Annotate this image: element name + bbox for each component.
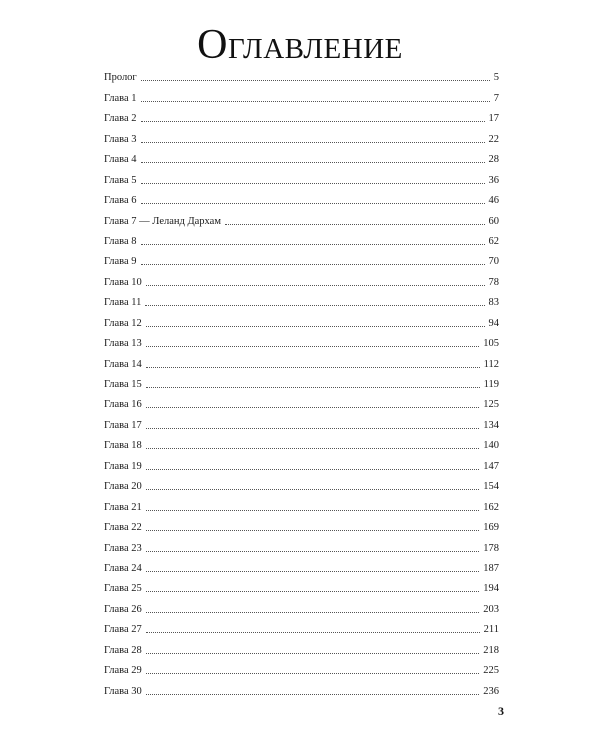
- toc-entry-page: 83: [488, 297, 499, 309]
- toc-entry[interactable]: [104, 657, 499, 677]
- toc-entry-label: Глава 30: [104, 685, 142, 697]
- dot-leader: [146, 326, 485, 327]
- toc-entry[interactable]: [104, 636, 499, 656]
- toc-entry-label: Глава 6: [104, 195, 137, 207]
- dot-leader: [145, 305, 484, 306]
- toc-entry-page: 94: [488, 317, 499, 329]
- toc-entry[interactable]: [104, 146, 499, 166]
- toc-entry-page: 119: [483, 379, 499, 390]
- toc-entry[interactable]: [104, 64, 499, 84]
- toc-entry[interactable]: [104, 616, 499, 636]
- toc-entry-label: Глава 15: [104, 379, 142, 390]
- toc-entry-label: Глава 11: [104, 297, 142, 309]
- toc-entry-label: Глава 21: [104, 501, 142, 513]
- toc-entry[interactable]: [104, 207, 499, 227]
- dot-leader: [141, 203, 485, 204]
- dot-leader: [141, 244, 485, 245]
- dot-leader: [146, 346, 479, 347]
- toc-entry-page: 17: [488, 113, 499, 125]
- toc-entry[interactable]: [104, 575, 499, 595]
- dot-leader: [141, 264, 485, 265]
- dot-leader: [146, 489, 479, 490]
- toc-entry[interactable]: [104, 452, 499, 472]
- dot-leader: [225, 224, 485, 225]
- dot-leader: [141, 80, 490, 81]
- toc-entry-label: Глава 16: [104, 399, 142, 411]
- toc-entry-page: 5: [493, 72, 499, 84]
- dot-leader: [141, 101, 490, 102]
- toc-entry-label: Глава 13: [104, 338, 142, 350]
- toc-entry-label: Глава 14: [104, 358, 142, 370]
- toc-entry-label: Глава 3: [104, 133, 137, 145]
- page-number: 3: [498, 704, 504, 718]
- toc-entry-page: 60: [488, 215, 499, 227]
- toc-entry[interactable]: [104, 432, 499, 452]
- toc-entry[interactable]: [104, 268, 499, 288]
- dot-leader: [141, 183, 485, 184]
- toc-entry-page: 187: [483, 562, 499, 574]
- toc-entry[interactable]: [104, 125, 499, 145]
- toc-entry-label: Глава 29: [104, 665, 142, 677]
- dot-leader: [146, 387, 480, 388]
- toc-entry[interactable]: [104, 350, 499, 370]
- toc-entry-page: 178: [483, 542, 499, 554]
- toc-entry-page: 169: [483, 522, 499, 534]
- toc-entry[interactable]: [104, 677, 499, 697]
- toc-entry-page: 22: [488, 133, 499, 145]
- toc-entry-page: 70: [488, 256, 499, 268]
- toc-entry[interactable]: [104, 473, 499, 493]
- toc-entry-label: Глава 25: [104, 583, 142, 595]
- toc-entry-label: Глава 12: [104, 317, 142, 329]
- dot-leader: [141, 142, 485, 143]
- toc-entry-label: Глава 9: [104, 256, 137, 268]
- toc-entry-label: Глава 24: [104, 562, 142, 574]
- dot-leader: [146, 694, 479, 695]
- toc-entry[interactable]: [104, 595, 499, 615]
- dot-leader: [146, 530, 479, 531]
- toc-entry-page: 105: [483, 338, 499, 350]
- dot-leader: [146, 407, 479, 408]
- toc-entry-label: Глава 23: [104, 542, 142, 554]
- toc-entry[interactable]: [104, 289, 499, 309]
- dot-leader: [146, 367, 480, 368]
- dot-leader: [146, 673, 479, 674]
- toc-entry[interactable]: [104, 411, 499, 431]
- toc-entry-page: 125: [483, 399, 499, 411]
- dot-leader: [146, 448, 479, 449]
- toc-entry[interactable]: [104, 493, 499, 513]
- dot-leader: [146, 653, 479, 654]
- toc-entry[interactable]: [104, 309, 499, 329]
- toc-entry[interactable]: [104, 514, 499, 534]
- toc-entry-page: 46: [488, 195, 499, 207]
- toc-entry[interactable]: [104, 105, 499, 125]
- toc-entry-label: Глава 4: [104, 154, 137, 166]
- toc-entry-page: 28: [488, 154, 499, 166]
- toc-entry-label: Глава 22: [104, 522, 142, 534]
- toc-entry-page: 236: [483, 685, 499, 697]
- toc-entry-label: Глава 7 — Леланд Дархам: [104, 215, 221, 227]
- toc-entry-page: 203: [483, 603, 499, 615]
- toc-entry-page: 154: [483, 481, 499, 493]
- toc-entry-page: 62: [488, 235, 499, 247]
- toc-entry-label: Глава 19: [104, 460, 142, 472]
- dot-leader: [141, 121, 485, 122]
- toc-entry-page: 147: [483, 460, 499, 472]
- toc-entry-page: 194: [483, 583, 499, 595]
- toc-entry-page: 7: [493, 92, 499, 104]
- dot-leader: [146, 510, 479, 511]
- toc-entry[interactable]: [104, 371, 499, 391]
- toc-entry-label: Глава 28: [104, 644, 142, 656]
- toc-entry-label: Глава 1: [104, 92, 137, 104]
- dot-leader: [146, 469, 479, 470]
- toc-entry[interactable]: [104, 248, 499, 268]
- toc-entry-page: 134: [483, 419, 499, 431]
- toc-entry-page: 162: [483, 501, 499, 513]
- toc-entry-label: Пролог: [104, 72, 137, 84]
- dot-leader: [146, 551, 479, 552]
- toc-entry[interactable]: [104, 84, 499, 104]
- toc-entry[interactable]: [104, 534, 499, 554]
- toc-entry[interactable]: [104, 555, 499, 575]
- toc-entry-page: 211: [483, 624, 499, 636]
- toc-entry-label: Глава 18: [104, 440, 142, 452]
- toc-entry-label: Глава 17: [104, 419, 142, 431]
- dot-leader: [146, 428, 479, 429]
- toc-entry-label: Глава 5: [104, 174, 137, 186]
- toc-entry-page: 36: [488, 174, 499, 186]
- toc-entry-page: 225: [483, 665, 499, 677]
- page-title: Оглавление: [197, 22, 403, 68]
- toc-entry-label: Глава 26: [104, 603, 142, 615]
- toc-entry-label: Глава 2: [104, 113, 137, 125]
- toc-entry[interactable]: [104, 187, 499, 207]
- table-of-contents: [104, 64, 499, 698]
- toc-entry-page: 112: [483, 358, 499, 370]
- toc-entry[interactable]: [104, 228, 499, 248]
- toc-entry-page: 78: [488, 276, 499, 288]
- dot-leader: [146, 285, 485, 286]
- toc-entry-page: 140: [483, 440, 499, 452]
- toc-entry-label: Глава 20: [104, 481, 142, 493]
- toc-entry[interactable]: [104, 391, 499, 411]
- toc-entry-label: Глава 27: [104, 624, 142, 636]
- toc-entry[interactable]: [104, 166, 499, 186]
- dot-leader: [146, 591, 479, 592]
- toc-entry-label: Глава 8: [104, 235, 137, 247]
- dot-leader: [141, 162, 485, 163]
- dot-leader: [146, 632, 480, 633]
- toc-entry-page: 218: [483, 644, 499, 656]
- dot-leader: [146, 612, 479, 613]
- toc-entry[interactable]: [104, 330, 499, 350]
- dot-leader: [146, 571, 479, 572]
- toc-entry-label: Глава 10: [104, 276, 142, 288]
